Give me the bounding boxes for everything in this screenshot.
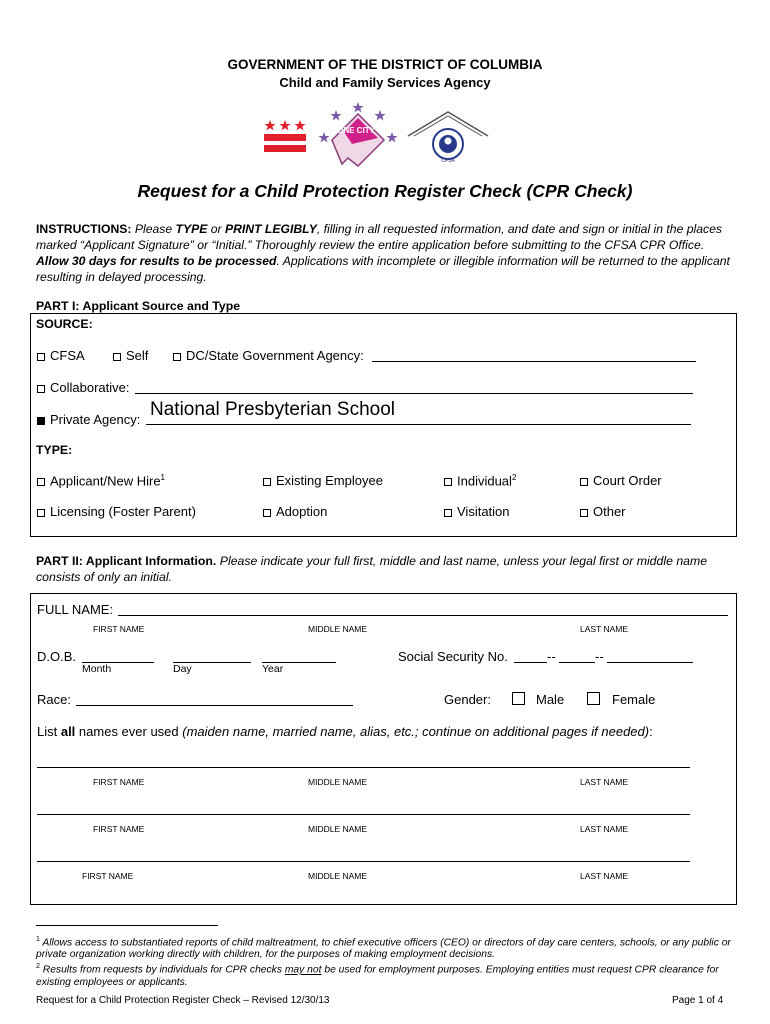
- gender-label: Gender:: [444, 692, 491, 707]
- checkbox[interactable]: [444, 509, 452, 517]
- checkbox[interactable]: [263, 478, 271, 486]
- checkbox-checked[interactable]: [37, 417, 45, 425]
- checkbox[interactable]: [444, 478, 452, 486]
- ssn-sep-2: --: [595, 649, 604, 664]
- alias1-first-caption: FIRST NAME: [93, 777, 145, 787]
- ssn-field-2[interactable]: [559, 662, 595, 663]
- full-name-field[interactable]: [118, 615, 728, 616]
- checkbox[interactable]: [37, 385, 45, 393]
- footnote-divider: [36, 925, 218, 926]
- svg-text:CFSA: CFSA: [441, 158, 455, 164]
- one-city-logo: [318, 100, 398, 176]
- dob-month-caption: Month: [82, 663, 112, 675]
- checkbox[interactable]: [37, 478, 45, 486]
- checkbox[interactable]: [580, 509, 588, 517]
- source-self[interactable]: Self: [113, 348, 148, 363]
- dc-agency-field[interactable]: [372, 361, 696, 362]
- private-agency-field[interactable]: [146, 424, 691, 425]
- type-applicant-new-hire[interactable]: Applicant/New Hire$^1$: [37, 473, 165, 488]
- agency-title: GOVERNMENT OF THE DISTRICT OF COLUMBIA: [227, 57, 543, 72]
- instructions: INSTRUCTIONS: Please TYPE or PRINT LEGIBLY, filling in all requested information, and date and sign or initial in the places marked “Applicant Signature” or “Initial.” Thoroughly review the entire application before submitting to the CFSA CPR Office. Allow 30 days for results to be processed. Applications with incomplete or illegible information will be returned to the applicant resulting in delayed processing.: [36, 222, 730, 284]
- source-collaborative[interactable]: Collaborative:: [37, 380, 130, 395]
- form-title: Request for a Child Protection Register Check (CPR Check): [137, 181, 633, 201]
- source-dc-agency[interactable]: DC/State Government Agency:: [173, 348, 364, 363]
- alias3-last-caption: LAST NAME: [580, 871, 629, 881]
- race-field[interactable]: [76, 705, 353, 706]
- source-cfsa[interactable]: CFSA: [37, 348, 85, 363]
- type-licensing[interactable]: Licensing (Foster Parent): [37, 504, 196, 519]
- source-label: SOURCE:: [36, 317, 93, 331]
- private-agency-value[interactable]: National Presbyterian School: [150, 399, 396, 420]
- type-other[interactable]: Other: [580, 504, 626, 519]
- ssn-field-3[interactable]: [607, 662, 693, 663]
- full-name-label: FULL NAME:: [37, 602, 114, 617]
- type-existing-employee[interactable]: Existing Employee: [263, 473, 383, 488]
- footer-revision: Request for a Child Protection Register Check – Revised 12/30/13: [36, 995, 330, 1006]
- checkbox[interactable]: [113, 353, 121, 361]
- full-first-name-caption: FIRST NAME: [93, 624, 145, 634]
- list-names-instruction: List all names ever used (maiden name, married name, alias, etc.; continue on additional pages if needed):: [37, 724, 653, 739]
- alias3-first-caption: FIRST NAME: [82, 871, 134, 881]
- footnote-2: $^2$ Results from requests by individuals for CPR checks may not be used for employment purposes. Employing entities must request CPR clearance for existing employees or applicants.: [36, 963, 719, 988]
- race-label: Race:: [37, 692, 71, 707]
- alias-name-field-2[interactable]: [37, 814, 690, 815]
- alias2-first-caption: FIRST NAME: [93, 824, 145, 834]
- type-court-order[interactable]: Court Order: [580, 473, 662, 488]
- part1-heading: PART I: Applicant Source and Type: [36, 299, 241, 313]
- svg-text:ONE CITY: ONE CITY: [337, 126, 375, 135]
- male-label: Male: [536, 692, 565, 707]
- checkbox[interactable]: [580, 478, 588, 486]
- checkbox[interactable]: [263, 509, 271, 517]
- alias3-middle-caption: MIDDLE NAME: [308, 871, 368, 881]
- type-adoption[interactable]: Adoption: [263, 504, 327, 519]
- alias1-last-caption: LAST NAME: [580, 777, 629, 787]
- collaborative-field[interactable]: [135, 393, 693, 394]
- agency-subtitle: Child and Family Services Agency: [279, 75, 491, 90]
- part2-section: [30, 593, 737, 905]
- page-number: Page 1 of 4: [672, 995, 724, 1006]
- ssn-sep-1: --: [547, 649, 556, 664]
- dob-label: D.O.B.: [37, 649, 77, 664]
- female-checkbox[interactable]: [587, 692, 600, 705]
- footnotes: [36, 934, 736, 989]
- source-private-agency[interactable]: Private Agency:: [37, 412, 140, 427]
- part2-heading: PART II: Applicant Information. Please indicate your full first, middle and last name, unless your legal first or middle name consists of only an initial.: [36, 554, 708, 584]
- alias2-middle-caption: MIDDLE NAME: [308, 824, 368, 834]
- footnote-1: $^1$ Allows access to substantiated reports of child maltreatment, to chief executive officers (CEO) or directors of day care centers, schools, or any public or private organization working directly with children, for the purposes of making employment decisions.: [36, 936, 731, 961]
- type-visitation[interactable]: Visitation: [444, 504, 510, 519]
- full-last-name-caption: LAST NAME: [580, 624, 629, 634]
- male-checkbox[interactable]: [512, 692, 525, 705]
- dc-flag-logo: [264, 118, 308, 154]
- checkbox[interactable]: [37, 509, 45, 517]
- ssn-field-1[interactable]: [514, 662, 547, 663]
- alias-name-field-3[interactable]: [37, 861, 690, 862]
- alias1-middle-caption: MIDDLE NAME: [308, 777, 368, 787]
- dob-day-caption: Day: [173, 663, 192, 675]
- type-individual[interactable]: Individual$^2$: [444, 473, 516, 488]
- alias2-last-caption: LAST NAME: [580, 824, 629, 834]
- checkbox[interactable]: [173, 353, 181, 361]
- ssn-label: Social Security No.: [398, 649, 508, 664]
- female-label: Female: [612, 692, 656, 707]
- checkbox[interactable]: [37, 353, 45, 361]
- cfsa-logo: [406, 108, 490, 164]
- dob-year-caption: Year: [262, 663, 284, 675]
- full-middle-name-caption: MIDDLE NAME: [308, 624, 368, 634]
- type-label: TYPE:: [36, 443, 73, 457]
- alias-name-field-1[interactable]: [37, 767, 690, 768]
